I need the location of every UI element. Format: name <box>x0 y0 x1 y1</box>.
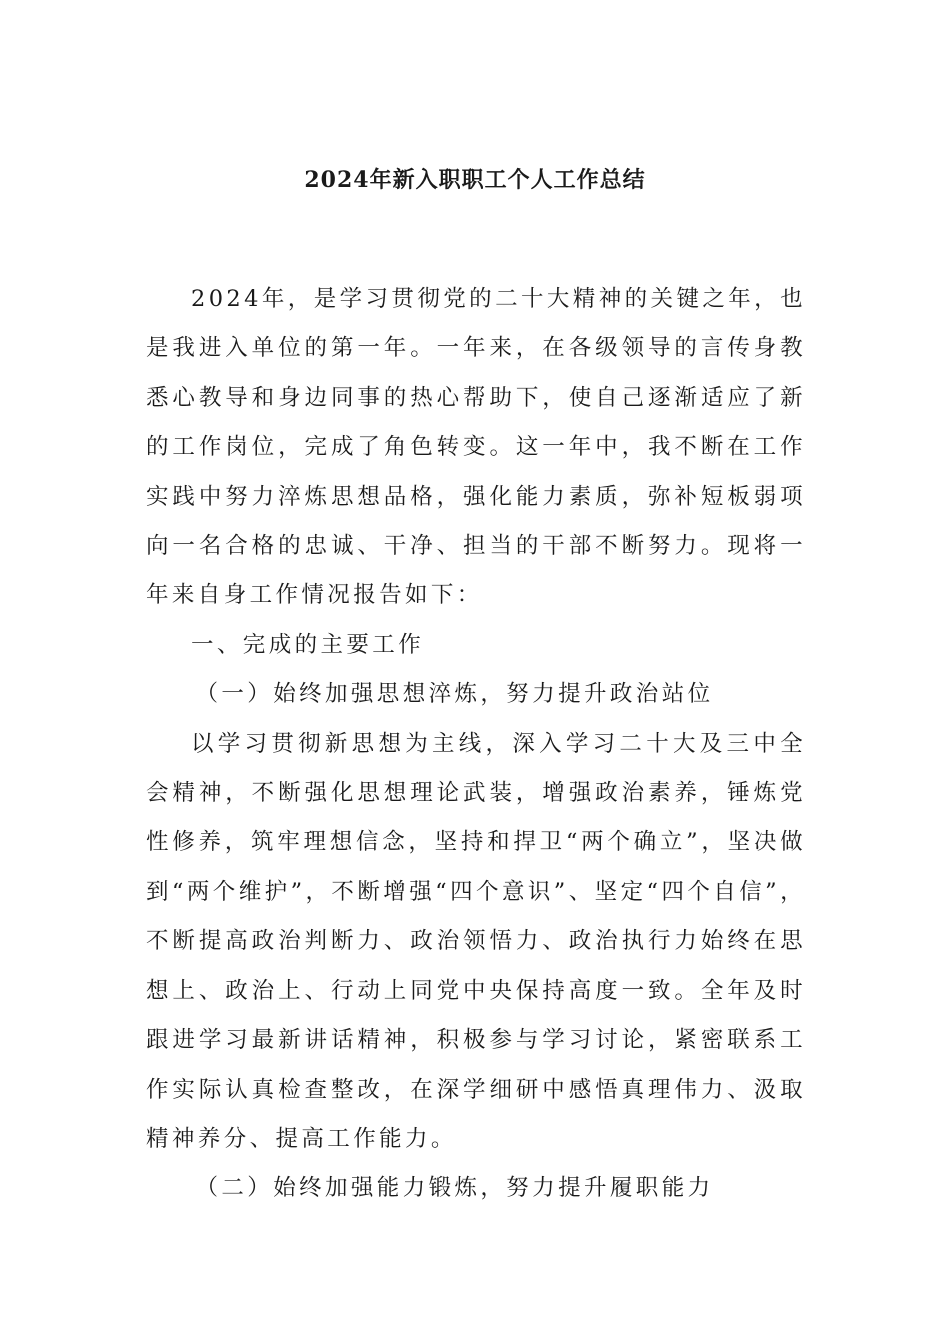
intro-paragraph: 2024年，是学习贯彻党的二十大精神的关键之年，也是我进入单位的第一年。一年来，在各级领导的言传身教悉心教导和身边同事的热心帮助下，使自己逐渐适应了新的工作岗位，完成了角色转变。这一年中，我不断在工作实践中努力淬炼思想品格，强化能力素质，弥补短板弱项向一名合格的忠诚、干净、担当的干部不断努力。现将一年来自身工作情况报告如下： <box>146 286 806 609</box>
subsection-heading-ability: （二）始终加强能力锻炼，努力提升履职能力 <box>195 1175 714 1202</box>
subsection-paragraph-thought: 以学习贯彻新思想为主线，深入学习二十大及三中全会精神，不断强化思想理论武装，增强政治素养，锤炼党性修养，筑牢理想信念，坚持和捍卫“两个确立”，坚决做到“两个维护”，不断增强“四个意识”、坚定“四个自信”，不断提高政治判断力、政治领悟力、政治执行力始终在思想上、政治上、行动上同党中央保持高度一致。全年及时跟进学习最新讲话精神，积极参与学习讨论，紧密联系工作实际认真检查整改，在深学细研中感悟真理伟力、汲取精神养分、提高工作能力。 <box>146 730 806 1152</box>
section-heading-main-work: 一、完成的主要工作 <box>191 631 425 658</box>
document-body <box>146 275 806 1214</box>
document-title: 2024年新入职职工个人工作总结 <box>304 167 646 193</box>
subsection-heading-thought: （一）始终加强思想淬炼，努力提升政治站位 <box>195 681 714 708</box>
